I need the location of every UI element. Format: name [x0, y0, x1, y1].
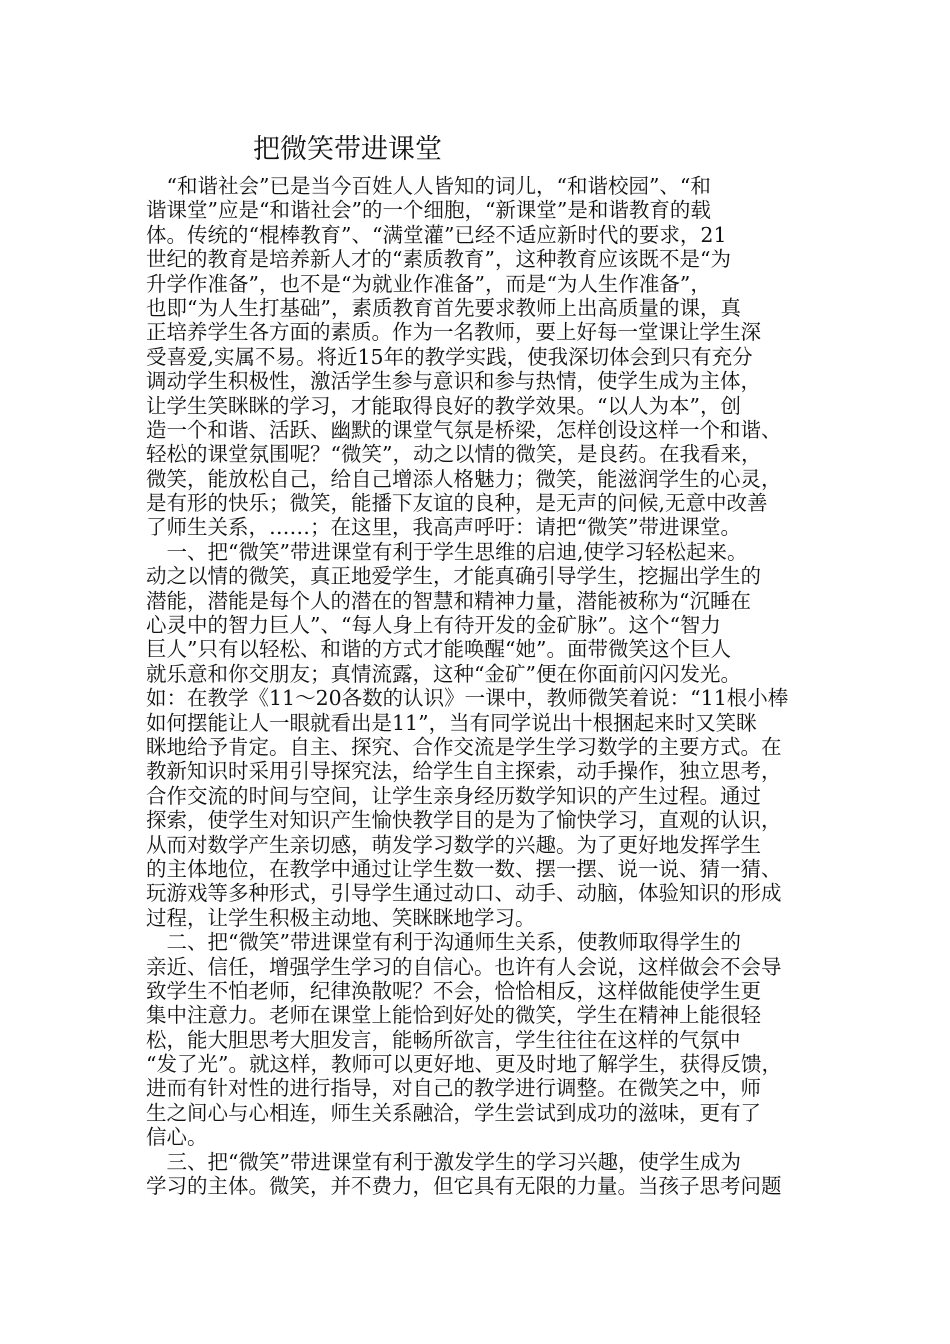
text-line: 正培养学生各方面的素质。作为一名教师，要上好每一堂课让学生深 [146, 320, 761, 345]
text-line: 一、把“微笑”带进课堂有利于学生思维的启迪,使学习轻松起来。 [146, 539, 748, 564]
text-line: 亲近、信任，增强学生学习的自信心。也许有人会说，这样做会不会导 [146, 954, 782, 979]
text-line: 的主体地位，在教学中通过让学生数一数、摆一摆、说一说、猜一猜、 [146, 856, 782, 881]
text-line: 让学生笑眯眯的学习，才能取得良好的教学效果。“以人为本”，创 [146, 393, 741, 418]
text-line: 进而有针对性的进行指导，对自己的教学进行调整。在微笑之中，师 [146, 1076, 761, 1101]
text-line: 集中注意力。老师在课堂上能恰到好处的微笑，学生在精神上能很轻 [146, 1003, 761, 1028]
text-line: 受喜爱,实属不易。将近15年的教学实践，使我深切体会到只有充分 [146, 344, 753, 369]
text-line: 如：在教学《11～20各数的认识》一课中，教师微笑着说：“11根小棒 [146, 686, 789, 711]
text-line: 体。传统的“棍棒教育”、“满堂灌”已经不适应新时代的要求，21 [146, 222, 727, 247]
text-line: 调动学生积极性，激活学生参与意识和参与热情，使学生成为主体， [146, 369, 761, 394]
text-line: 微笑，能放松自己，给自己增添人格魅力；微笑，能滋润学生的心灵， [146, 466, 782, 491]
text-line: 潜能，潜能是每个人的潜在的智慧和精神力量，潜能被称为“沉睡在 [146, 588, 751, 613]
text-line: 玩游戏等多种形式，引导学生通过动口、动手、动脑，体验知识的形成 [146, 881, 782, 906]
text-line: 升学作准备”，也不是“为就业作准备”，而是“为人生作准备”， [146, 271, 711, 296]
text-line: 探索，使学生对知识产生愉快教学目的是为了愉快学习，直观的认识， [146, 808, 782, 833]
text-line: 造一个和谐、活跃、幽默的课堂气氛是桥梁，怎样创设这样一个和谐、 [146, 417, 782, 442]
text-line: 生之间心与心相连，师生关系融洽，学生尝试到成功的滋味，更有了 [146, 1100, 761, 1125]
text-line: 教新知识时采用引导探究法，给学生自主探索，动手操作，独立思考， [146, 759, 782, 784]
text-line: 二、把“微笑”带进课堂有利于沟通师生关系，使教师取得学生的 [146, 930, 741, 955]
text-line: 谐课堂”应是“和谐社会”的一个细胞，“新课堂”是和谐教育的载 [146, 198, 711, 223]
text-line: 轻松的课堂氛围呢？“微笑”，动之以情的微笑，是良药。在我看来， [146, 442, 762, 467]
text-line: 巨人”只有以轻松、和谐的方式才能唤醒“她”。面带微笑这个巨人 [146, 637, 731, 662]
text-line: “发了光”。就这样，教师可以更好地、更及时地了解学生，获得反馈， [146, 1052, 782, 1077]
text-line: 信心。 [146, 1125, 208, 1150]
text-line: 心灵中的智力巨人”、“每人身上有待开发的金矿脉”。这个“智力 [146, 613, 721, 638]
text-line: 合作交流的时间与空间，让学生亲身经历数学知识的产生过程。通过 [146, 783, 761, 808]
text-line: 动之以情的微笑，真正地爱学生，才能真确引导学生，挖掘出学生的 [146, 564, 761, 589]
text-line: “和谐社会”已是当今百姓人人皆知的词儿，“和谐校园”、“和 [146, 174, 711, 198]
text-line: 如何摆能让人一眼就看出是11”，当有同学说出十根捆起来时又笑眯 [146, 710, 757, 735]
text-line: 三、把“微笑”带进课堂有利于激发学生的学习兴趣，使学生成为 [146, 1149, 741, 1174]
text-line: 松，能大胆思考大胆发言，能畅所欲言，学生往往在这样的气氛中 [146, 1027, 741, 1052]
text-line: 过程，让学生积极主动地、笑眯眯地学习。 [146, 905, 536, 930]
text-line: 世纪的教育是培养新人才的“素质教育”，这种教育应该既不是“为 [146, 247, 731, 272]
text-line: 是有形的快乐；微笑，能播下友谊的良种，是无声的问候,无意中改善 [146, 491, 768, 516]
text-line: 致学生不怕老师，纪律涣散呢？不会，恰恰相反，这样做能使学生更 [146, 978, 761, 1003]
text-line: 从而对数学产生亲切感，萌发学习数学的兴趣。为了更好地发挥学生 [146, 832, 761, 857]
document-body [146, 174, 816, 1198]
text-line: 也即“为人生打基础”，素质教育首先要求教师上出高质量的课，真 [146, 295, 741, 320]
text-line: 眯地给予肯定。自主、探究、合作交流是学生学习数学的主要方式。在 [146, 734, 782, 759]
document-title: 把微笑带进课堂 [253, 134, 442, 165]
text-line: 就乐意和你交朋友；真情流露，这种“金矿”便在你面前闪闪发光。 [146, 661, 741, 686]
text-line: 学习的主体。微笑，并不费力，但它具有无限的力量。当孩子思考问题 [146, 1174, 782, 1199]
text-line: 了师生关系，……；在这里，我高声呼吁：请把“微笑”带进课堂。 [146, 515, 741, 540]
